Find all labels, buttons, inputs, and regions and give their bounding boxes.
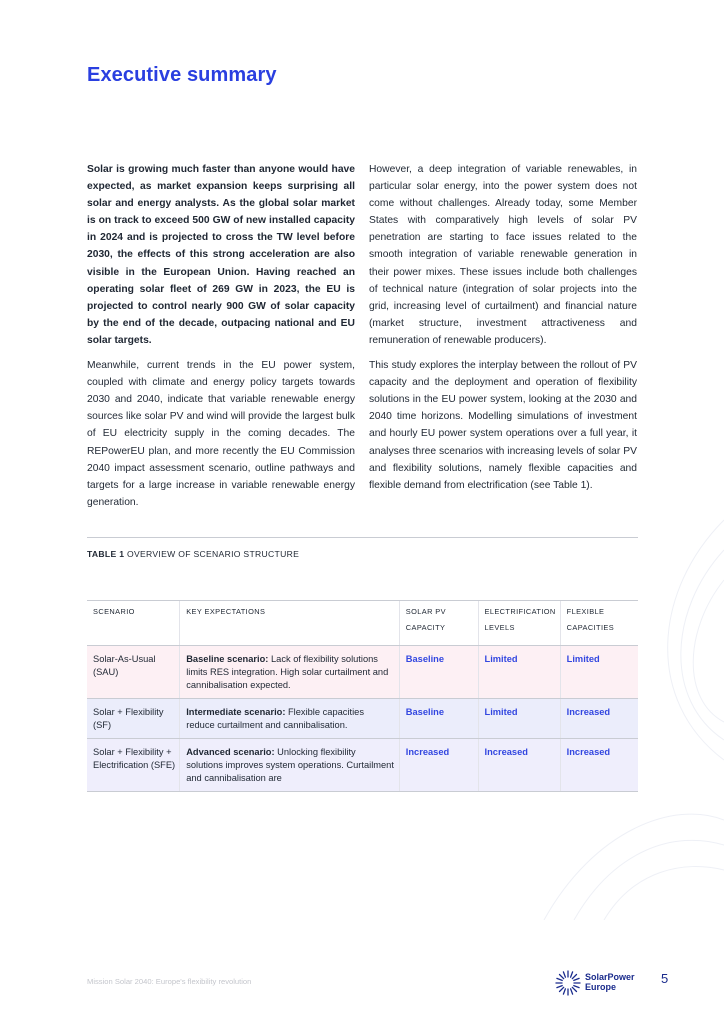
solarpower-europe-logo-icon [554, 969, 582, 997]
scenario-name: Solar-As-Usual (SAU) [87, 646, 180, 699]
electrification-value: Limited [478, 699, 560, 739]
solar-pv-value: Baseline [399, 699, 478, 739]
body-paragraph: Meanwhile, current trends in the EU power system, coupled with climate and energy policy targets towards 2030 and 2040, indicate that variable renewable energy sources like solar PV and wind will provide the largest bulk of EU electricity supply in the coming decades. The REPowerEU plan, and more recently the EU Commission 2040 impact assessment scenario, outline pathways and targets for a large increase in variable renewable energy generation. [87, 360, 355, 508]
flexible-value: Increased [560, 739, 638, 792]
table-row [87, 646, 638, 699]
table-row [87, 699, 638, 739]
expectation-text: Unlocking flexibility solutions improves system operations. Curtailment and cannibalisation are [186, 747, 394, 783]
brand-name [585, 972, 635, 992]
page-title: Executive summary [87, 64, 277, 86]
column-header-solar-pv-capacity: SOLAR PV CAPACITY [399, 601, 478, 646]
solar-pv-value: Baseline [399, 646, 478, 699]
column-header-scenario: SCENARIO [87, 601, 180, 646]
table-caption [87, 549, 299, 559]
column-header-electrification-levels: ELECTRIFICATION LEVELS [478, 601, 560, 646]
electrification-value: Limited [478, 646, 560, 699]
electrification-value: Increased [478, 739, 560, 792]
table-row [87, 739, 638, 792]
solar-pv-value: Increased [399, 739, 478, 792]
expectation-lead: Intermediate scenario: [186, 707, 286, 717]
page-number: 5 [661, 971, 669, 986]
flexible-value: Increased [560, 699, 638, 739]
table-caption-text: OVERVIEW OF SCENARIO STRUCTURE [126, 549, 300, 559]
column-header-key-expectations: KEY EXPECTATIONS [180, 601, 400, 646]
flexible-value: Limited [560, 646, 638, 699]
key-expectation [180, 699, 400, 739]
brand-name-line1: SolarPower [585, 972, 635, 982]
expectation-lead: Baseline scenario: [186, 654, 269, 664]
scenario-name: Solar + Flexibility (SF) [87, 699, 180, 739]
left-text-column [87, 161, 355, 519]
footer-document-title: Mission Solar 2040: Europe's flexibility revolution [87, 977, 252, 986]
scenario-name: Solar + Flexibility + Electrification (SFE) [87, 739, 180, 792]
body-paragraph: This study explores the interplay between the rollout of PV capacity and the deployment and operation of flexibility solutions in the EU power system, looking at the 2030 and 2040 time horizons. Modelling simulations of investment and hourly EU power system operations over a full year, it analyses three scenarios with increasing levels of solar PV and flexibility solutions, namely flexible capacities and flexible demand from electrification (see Table 1). [369, 360, 637, 491]
expectation-text: Flexible capacities reduce curtailment and cannibalisation. [186, 707, 364, 730]
expectation-text: Lack of flexibility solutions limits RES integration. High solar curtailment and cannibalisation expected. [186, 654, 389, 690]
expectation-lead: Advanced scenario: [186, 747, 275, 757]
body-paragraph: However, a deep integration of variable renewables, in particular solar energy, into the power system does not come without challenges. Already today, some Member States with comparatively high levels of solar PV penetration are starting to face issues related to the smooth integration of variable renewable generation in their power mixes. These issues include both challenges of technical nature (integration of solar projects into the grid, increasing level of curtailment) and financial nature (market structure, investment attractiveness and remuneration of renewable producers). [369, 164, 637, 346]
key-expectation [180, 739, 400, 792]
column-header-flexible-capacities: FLEXIBLE CAPACITIES [560, 601, 638, 646]
table-caption-number: TABLE 1 [87, 549, 125, 559]
scenario-table [87, 600, 638, 792]
table-header-row [87, 601, 638, 646]
intro-paragraph: Solar is growing much faster than anyone would have expected, as market expansion keeps surprising all solar and energy analysts. As the global solar market is on track to exceed 500 GW of new installed capacity in 2024 and is projected to cross the TW level before 2030, the effects of this strong acceleration are also visible in the European Union. Having reached an operating solar fleet of 269 GW in 2023, the EU is projected to control nearly 900 GW of solar capacity by the end of the decade, outpacing national and EU solar targets. [87, 164, 355, 346]
right-text-column [369, 161, 637, 502]
key-expectation [180, 646, 400, 699]
brand-name-line2: Europe [585, 982, 617, 992]
